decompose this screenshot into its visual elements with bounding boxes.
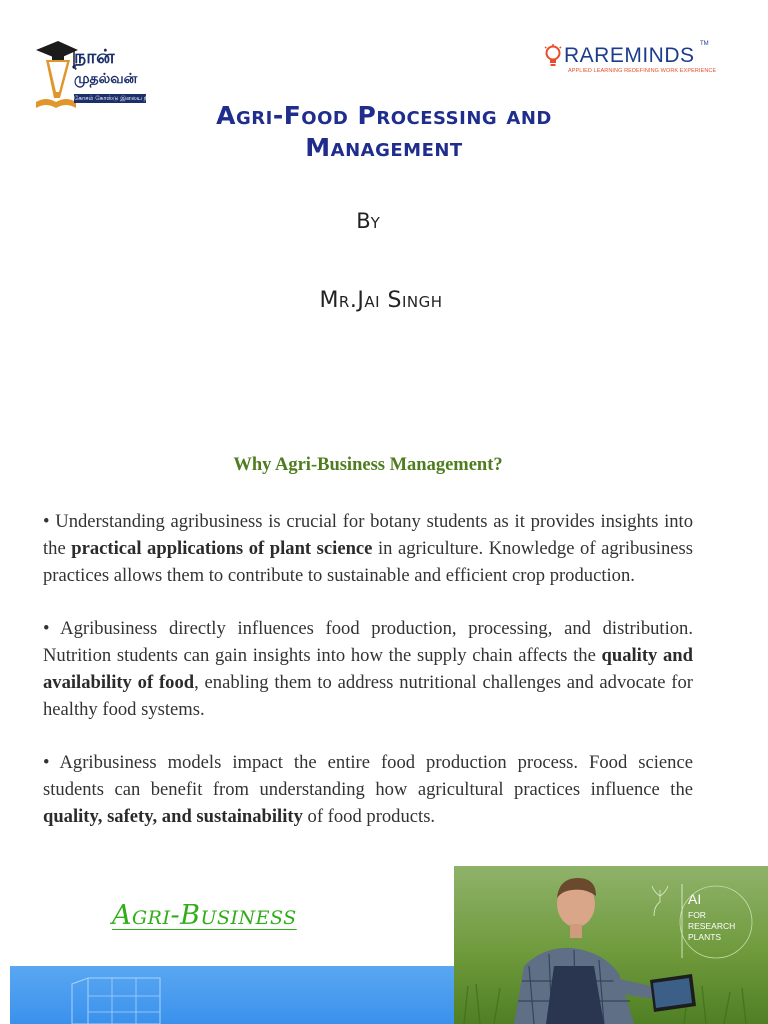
p2-text-c: , enabling them to address nutritional challenges and advocate for healthy food systems.	[43, 672, 693, 720]
p3-bold: quality, safety, and sustainability	[43, 806, 303, 827]
building-graphic	[10, 966, 454, 1024]
page-title	[150, 100, 618, 164]
by-label: By	[356, 209, 380, 233]
p3-text-c: of food products.	[302, 806, 436, 827]
farmer-tablet-photo	[454, 866, 768, 1024]
logo-right-tagline: APPLIED LEARNING REDEFINING WORK EXPERIENCE	[568, 68, 717, 74]
logo-left-line1: நான்	[74, 46, 115, 68]
paragraph-botany	[43, 508, 693, 589]
farmer-photo-illustration	[454, 866, 768, 1024]
p3-text-a: • Agribusiness models impact the entire food production process. Food science students can benefit from understanding how agricultural practices influence the	[43, 752, 693, 800]
overlay-line1: FOR	[688, 910, 706, 920]
lightbulb-icon	[544, 44, 562, 70]
rareminds-logo	[544, 41, 717, 78]
section-heading: Why Agri-Business Management?	[233, 455, 503, 475]
p2-text-a: • Agribusiness directly influences food production, processing, and distribution. Nutrition students can gain insights into how the supply chain affects the	[43, 618, 693, 666]
p1-text-c: in agriculture. Knowledge of agribusiness practices allows them to contribute to sustainable and efficient crop production.	[43, 538, 693, 586]
p1-text-a: • Understanding agribusiness is crucial for botany students as it provides insights into the	[43, 511, 693, 559]
agri-business-label: Agri-Business	[112, 900, 297, 931]
p2-bold: quality and availability of food	[43, 645, 693, 693]
logo-left-tagline: கோசம் கோஸ்டு இலைய நிதுமம்	[74, 95, 164, 102]
blue-graphic-panel	[10, 966, 454, 1024]
overlay-ai-text: AI	[688, 891, 702, 907]
author-name: Mr.Jai Singh	[319, 288, 443, 313]
graduation-cap-icon	[34, 38, 78, 110]
overlay-line3: PLANTS	[688, 932, 722, 942]
paragraph-food-science	[43, 749, 693, 830]
logo-left-line2: முதல்வன்	[74, 71, 138, 87]
title-line2: Management	[305, 133, 463, 162]
p1-bold: practical applications of plant science	[71, 538, 373, 559]
logo-right-name: RAREMINDS	[564, 44, 695, 67]
overlay-line2: RESEARCH	[688, 921, 736, 931]
title-line1: Agri-Food Processing and	[216, 101, 552, 130]
logo-right-tm: TM	[700, 41, 709, 47]
paragraph-nutrition	[43, 615, 693, 723]
